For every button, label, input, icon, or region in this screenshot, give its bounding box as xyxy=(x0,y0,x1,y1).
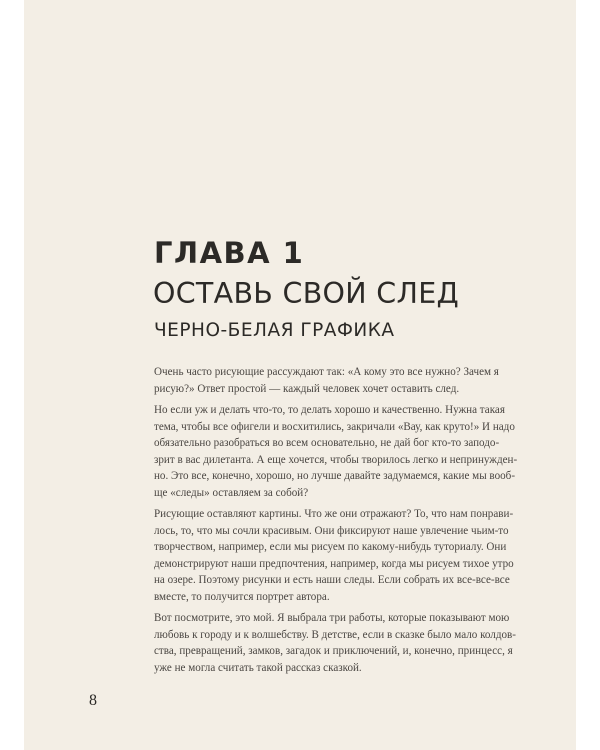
paragraph xyxy=(154,402,554,501)
text-line: демонстрируют наши предпочтения, например, когда мы рисуем тихое утро xyxy=(154,557,514,570)
text-line: Очень часто рисующие рассуждают так: «А кому это все нужно? Зачем я xyxy=(154,366,499,378)
paragraph xyxy=(154,364,554,397)
body-text xyxy=(154,364,554,681)
text-line: рисую?» Ответ простой — каждый человек хочет оставить след. xyxy=(154,382,460,395)
text-line: лось, то, что мы сочли красивым. Они фиксируют наше увлечение чьим-то xyxy=(154,524,509,537)
text-line: Рисующие оставляют картины. Что же они отражают? То, что нам понрави- xyxy=(154,508,514,520)
text-line: творчеством, например, если мы рисуем по какому-нибудь туториалу. Они xyxy=(154,541,507,553)
text-line: обязательно разобраться во всем основательно, не дай бог кто-то заподо- xyxy=(154,437,500,449)
text-line: Вот посмотрите, это мой. Я выбрала три работы, которые показывают мою xyxy=(154,612,510,624)
chapter-title: ОСТАВЬ СВОЙ СЛЕД xyxy=(153,277,460,310)
paragraph xyxy=(154,610,554,676)
page-number: 8 xyxy=(89,692,97,709)
paragraph xyxy=(154,506,554,605)
text-line: ства, превращений, замков, загадок и приключений, и, конечно, принцесс, я xyxy=(154,645,513,657)
text-line: но. Это все, конечно, хорошо, но лучше давайте задумаемся, какие мы вооб- xyxy=(154,470,516,482)
text-line: вместе, то получится портрет автора. xyxy=(154,590,330,603)
chapter-subtitle: ЧЕРНО-БЕЛАЯ ГРАФИКА xyxy=(154,320,395,341)
text-line: уже не могла считать такой рассказ сказкой. xyxy=(154,661,362,674)
text-line: зрит в вас дилетанта. А еще хочется, чтобы творилось легко и непринужден- xyxy=(154,453,518,466)
chapter-label: ГЛАВА 1 xyxy=(154,236,305,270)
book-page xyxy=(24,0,576,750)
text-line: любовь к городу и к волшебству. В детстве, если в сказке было мало колдов- xyxy=(154,628,516,641)
text-line: Но если уж и делать что-то, то делать хорошо и качественно. Нужна такая xyxy=(154,404,505,416)
text-line: тема, чтобы все офигели и восхитились, закричали «Вау, как круто!» И надо xyxy=(154,420,515,433)
text-line: ще «следы» оставляем за собой? xyxy=(154,486,309,499)
text-line: на озере. Поэтому рисунки и есть наши следы. Если собрать их все-все-все xyxy=(154,574,510,586)
